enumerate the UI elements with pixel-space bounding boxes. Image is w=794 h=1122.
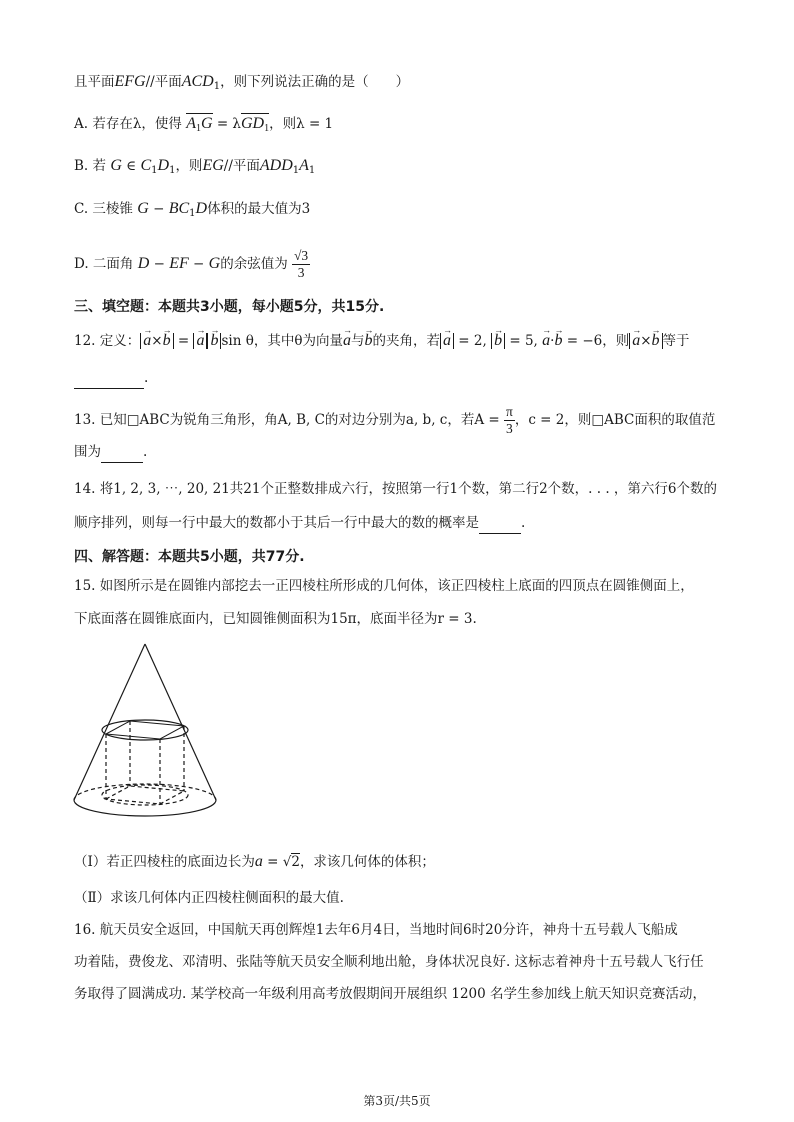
question-13 [74,404,715,437]
question-15-cont: 下底面落在圆锥底面内，已知圆锥侧面积为15π，底面半径为r = 3. [74,611,477,627]
text: ，求该几何体的体积； [299,854,435,870]
q11-stem: 且平面EFG//平面$ACD_1$，则下列说法正确的是（ ） [74,73,410,92]
prism-bottom-ellipse [102,785,188,805]
question-14: 14. 将1, 2, 3, ⋯, 20, 21共21个正整数排成六行，按照第一行1个数，第二行2个数，. . . ，第六行6个数的 [74,481,717,497]
question-15-part-1: （Ⅰ）若正四棱柱的底面边长为a = √2，求该几何体的体积； [74,853,435,870]
text: . [521,515,526,531]
text: //平面 [223,158,260,174]
cone-prism-figure [70,642,220,824]
prism-top-square [106,721,184,739]
text: 12. 定义： [74,333,141,349]
question-14-cont [74,513,525,534]
text: ，则下列说法正确的是（ ） [220,74,410,90]
option-a-label: A. 若存在λ，使得 [74,116,182,132]
text: （Ⅰ）若正四棱柱的底面边长为 [74,854,255,870]
text: ，c = 2，则□ABC面积的取值范 [514,412,716,428]
prism-top-ellipse [102,720,188,740]
text: 等于 [662,333,690,349]
cone-base-back [74,784,216,800]
section-4-title: 四、解答题：本题共5小题，共77分. [74,549,305,565]
option-c-tail: 体积的最大值为3 [207,201,311,217]
option-a-tail: ，则λ = 1 [269,116,334,132]
option-a: A. 若存在λ，使得 $A_1G = \lambda GD_1$，则λ = 1 [74,115,334,134]
cone-base-front [74,800,216,816]
question-12-blank-line [74,368,148,389]
text: 与 [350,333,365,349]
text: . [144,370,149,386]
question-16: 16. 航天员安全返回，中国航天再创辉煌1去年6月4日，当地时间6时20分许，神舟十五号载人飞船成 [74,922,678,938]
text: . [143,444,148,460]
answer-blank[interactable] [101,442,143,463]
option-d-label: D. 二面角 [74,256,134,272]
fraction: $\frac{\pi}{3}$ [506,404,513,436]
cone-left-edge [74,644,145,800]
question-16-cont-1: 功着陆，费俊龙、邓清明、张陆等航天员安全顺利地出舱，身体状况良好. 这标志着神舟十五号载人飞行任 [74,954,704,970]
answer-blank[interactable] [479,513,521,534]
option-b: B. 若 G ∈ $C_1D_1$，则EG//平面$ADD_1A_1$ [74,157,316,176]
option-b-label: B. 若 [74,158,107,174]
question-15-part-2: （Ⅱ）求该几何体内正四棱柱侧面积的最大值. [74,890,344,906]
question-15: 15. 如图所示是在圆锥内部挖去一正四棱柱所形成的几何体，该正四棱柱上底面的四顶点在圆锥侧面上， [74,578,694,594]
text: ，其中θ为向量 [253,333,343,349]
fraction: $\frac{√3}{3}$ [294,248,309,280]
cone-right-edge [145,644,216,800]
text: ，则 [602,333,630,349]
text: 围为 [74,444,101,460]
text: 13. 已知□ABC为锐角三角形，角A, B, C的对边分别为a, b, c，若A = [74,412,500,428]
prism-bottom-square [106,786,184,804]
answer-blank[interactable] [74,368,144,389]
section-3-title: 三、填空题：本题共3小题，每小题5分，共15分. [74,299,385,315]
question-16-cont-2: 务取得了圆满成功. 某学校高一年级利用高考放假期间开展组织 1200 名学生参加线上航天知识竞赛活动， [74,986,707,1002]
text: 顺序排列，则每一行中最大的数都小于其后一行中最大的数的概率是 [74,515,479,531]
option-d: D. 二面角 D − EF − G的余弦值为 $\frac{√3}{3}$ [74,248,309,280]
text: ，则 [175,158,203,174]
option-d-tail: 的余弦值为 [220,256,288,272]
text: //平面 [145,74,182,90]
text: 且平面 [74,74,115,90]
text: 的夹角，若 [372,333,440,349]
question-13-cont [74,442,147,463]
question-12: 12. 定义：→ a×→ b = → a→ b sin θ，其中θ为向量→ a与→ b的夹角，若→ a = 2, → b = 5, → a·→ b = −6，则→ a×→ b 等于 [74,331,690,351]
option-c: C. 三棱锥 $G - BC_1D$体积的最大值为3 [74,200,311,219]
page-number: 第3页/共5页 [363,1094,431,1108]
option-c-label: C. 三棱锥 [74,201,133,217]
